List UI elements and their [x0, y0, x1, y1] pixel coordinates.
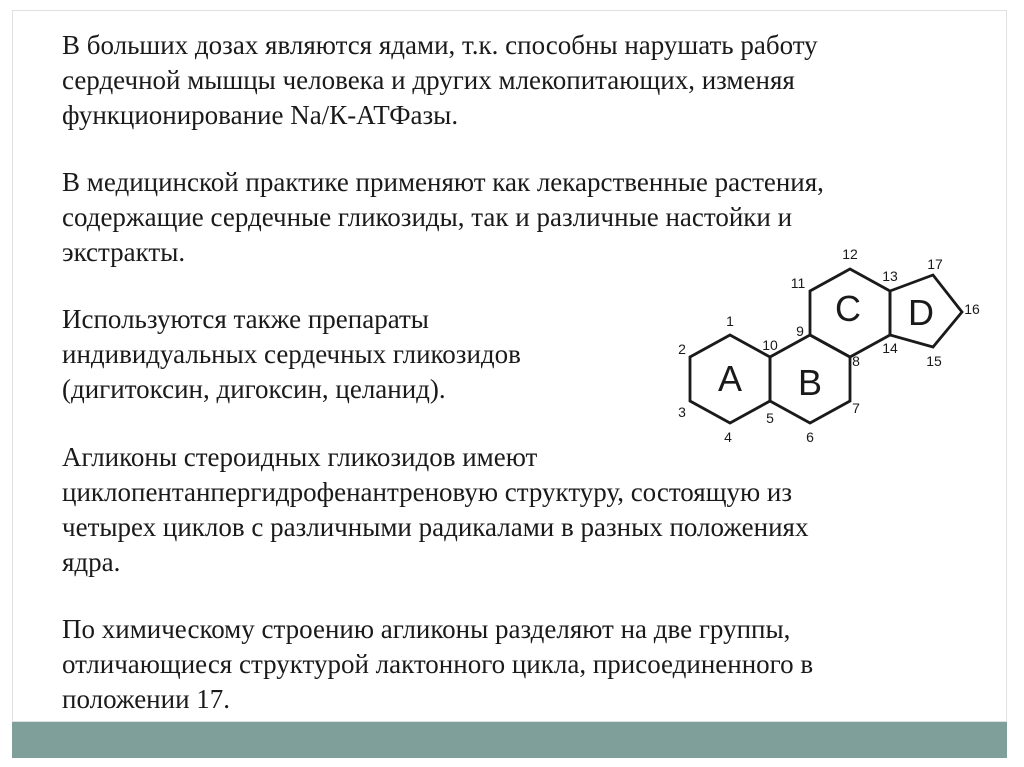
atom-number-2: 2	[678, 341, 686, 357]
atom-number-8: 8	[852, 353, 860, 369]
text-line: циклопентанпергидрофенантреновую структуру, состоящую из	[62, 477, 793, 507]
text-line: функционирование Na/К-АТФазы.	[62, 100, 459, 130]
atom-number-6: 6	[806, 429, 814, 445]
ring-label-c: C	[835, 288, 861, 329]
atom-number-15: 15	[926, 353, 942, 369]
steroid-nucleus-diagram	[660, 235, 1000, 455]
ring-label-d: D	[908, 292, 934, 333]
atom-number-5: 5	[766, 410, 774, 426]
text-line: экстракты.	[62, 237, 186, 267]
atom-number-1: 1	[726, 313, 734, 329]
atom-number-3: 3	[678, 404, 686, 420]
atom-number-7: 7	[852, 400, 860, 416]
atom-number-4: 4	[724, 429, 732, 445]
text-line: ядра.	[62, 547, 121, 577]
text-line: четырех циклов с различными радикалами в разных положениях	[62, 512, 809, 542]
atom-number-10: 10	[762, 337, 778, 353]
text-line: По химическому строению агликоны разделяют на две группы,	[62, 614, 791, 644]
paragraph-individual-glycosides	[62, 302, 521, 407]
paragraph-toxicity	[62, 28, 818, 133]
ring-label-a: A	[717, 358, 743, 399]
text-line: сердечной мышцы человека и других млекопитающих, изменяя	[62, 65, 795, 95]
atom-number-9: 9	[796, 323, 804, 339]
paragraph-aglycone-structure	[62, 440, 808, 580]
ring-label-b: B	[797, 362, 823, 403]
atom-number-16: 16	[964, 301, 980, 317]
text-line: Агликоны стероидных гликозидов имеют	[62, 442, 538, 472]
text-line: В медицинской практике применяют как лекарственные растения,	[62, 167, 824, 197]
text-line: отличающиеся структурой лактонного цикла, присоединенного в	[62, 649, 814, 679]
footer-bar	[12, 722, 1007, 758]
text-line: содержащие сердечные гликозиды, так и различные настойки и	[62, 202, 793, 232]
text-line: положении 17.	[62, 684, 231, 714]
steroid-nucleus-svg	[660, 235, 1000, 455]
atom-number-11: 11	[790, 275, 806, 291]
text-line: Используются также препараты	[62, 304, 429, 334]
text-line: В больших дозах являются ядами, т.к. способны нарушать работу	[62, 30, 818, 60]
paragraph-aglycone-groups	[62, 612, 813, 717]
atom-number-12: 12	[842, 246, 858, 262]
atom-number-14: 14	[882, 340, 898, 356]
atom-number-13: 13	[882, 268, 898, 284]
text-line: индивидуальных сердечных гликозидов	[62, 339, 521, 369]
text-line: (дигитоксин, дигоксин, целанид).	[62, 374, 446, 404]
atom-number-17: 17	[927, 256, 943, 272]
